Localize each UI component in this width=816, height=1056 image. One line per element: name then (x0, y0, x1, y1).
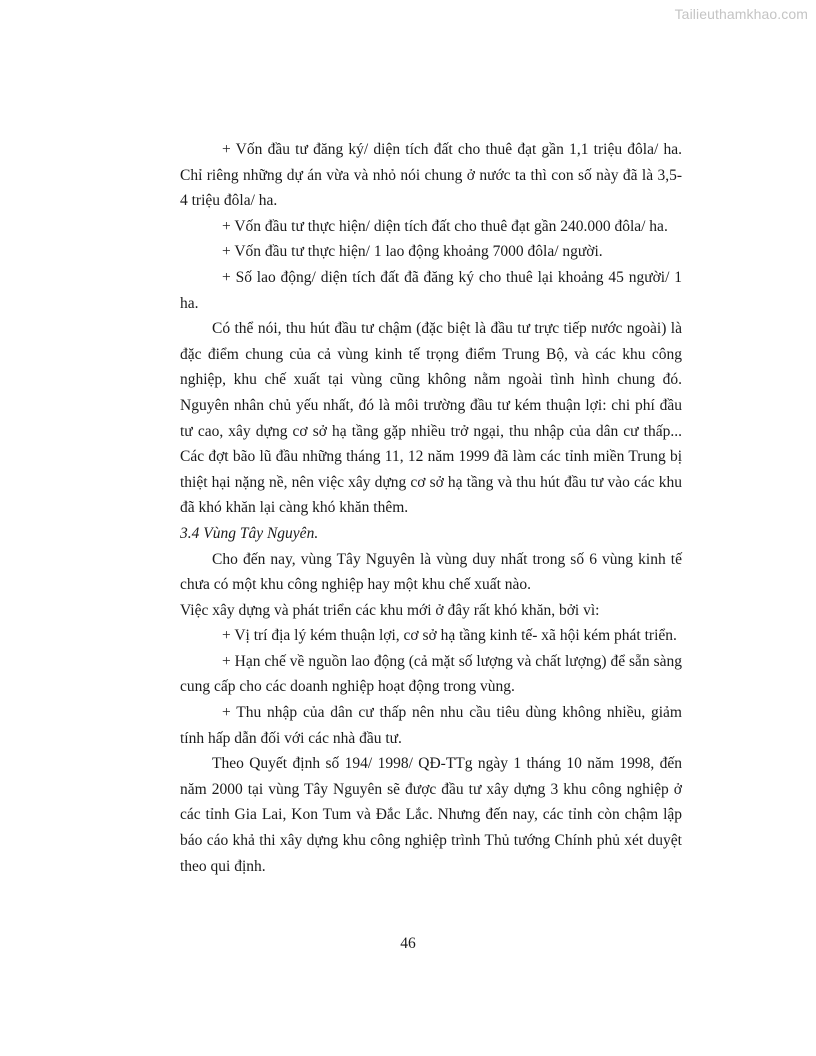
page-number: 46 (400, 935, 416, 952)
paragraph-11: Theo Quyết định số 194/ 1998/ QĐ-TTg ngày 1 tháng 10 năm 1998, đến năm 2000 tại vùng Tây Nguyên sẽ được đầu tư xây dựng 3 khu công nghiệp ở các tỉnh Gia Lai, Kon Tum và Đắc Lắc. Nhưng đến nay, các tỉnh còn chậm lập báo cáo khả thi xây dựng khu công nghiệp trình Thủ tướng Chính phủ xét duyệt theo qui định. (180, 755, 682, 875)
paragraph-2: + Vốn đầu tư thực hiện/ diện tích đất cho thuê đạt gần 240.000 đôla/ ha. (222, 217, 668, 235)
paragraph-9: + Hạn chế về nguồn lao động (cả mặt số lượng và chất lượng) để sẵn sàng cung cấp cho các doanh nghiệp hoạt động trong vùng. (180, 652, 682, 696)
watermark: Tailieuthamkhao.com (674, 6, 808, 22)
document-body (180, 137, 682, 879)
paragraph-3: + Vốn đầu tư thực hiện/ 1 lao động khoảng 7000 đôla/ người. (222, 243, 603, 261)
section-heading: 3.4 Vùng Tây Nguyên. (180, 524, 319, 542)
paragraph-8: + Vị trí địa lý kém thuận lợi, cơ sở hạ tầng kinh tế- xã hội kém phát triển. (222, 627, 677, 645)
paragraph-1: + Vốn đầu tư đăng ký/ diện tích đất cho thuê đạt gần 1,1 triệu đôla/ ha. Chỉ riêng những dự án vừa và nhỏ nói chung ở nước ta thì con số này đã là 3,5- 4 triệu đôla/ ha. (180, 141, 682, 210)
paragraph-5: Có thể nói, thu hút đầu tư chậm (đặc biệt là đầu tư trực tiếp nước ngoài) là đặc điểm chung của cả vùng kinh tế trọng điểm Trung Bộ, và các khu công nghiệp, khu chế xuất tại vùng cũng không nằm ngoài tình hình chung đó. Nguyên nhân chủ yếu nhất, đó là môi trường đầu tư kém thuận lợi: chi phí đầu tư cao, xây dựng cơ sở hạ tầng gặp nhiều trở ngại, thu nhập của dân cư thấp... Các đợt bão lũ đầu những tháng 11, 12 năm 1999 đã làm các tỉnh miền Trung bị thiệt hại nặng nề, nên việc xây dựng cơ sở hạ tầng và thu hút đầu tư vào các khu đã khó khăn lại càng khó khăn thêm. (180, 320, 682, 517)
paragraph-10: + Thu nhập của dân cư thấp nên nhu cầu tiêu dùng không nhiều, giảm tính hấp dẫn đối với các nhà đầu tư. (180, 704, 682, 747)
paragraph-7: Việc xây dựng và phát triển các khu mới ở đây rất khó khăn, bởi vì: (180, 601, 600, 619)
paragraph-4: + Số lao động/ diện tích đất đã đăng ký cho thuê lại khoảng 45 người/ 1 ha. (180, 268, 682, 312)
paragraph-6: Cho đến nay, vùng Tây Nguyên là vùng duy nhất trong số 6 vùng kinh tế chưa có một khu công nghiệp hay một khu chế xuất nào. (180, 550, 682, 594)
